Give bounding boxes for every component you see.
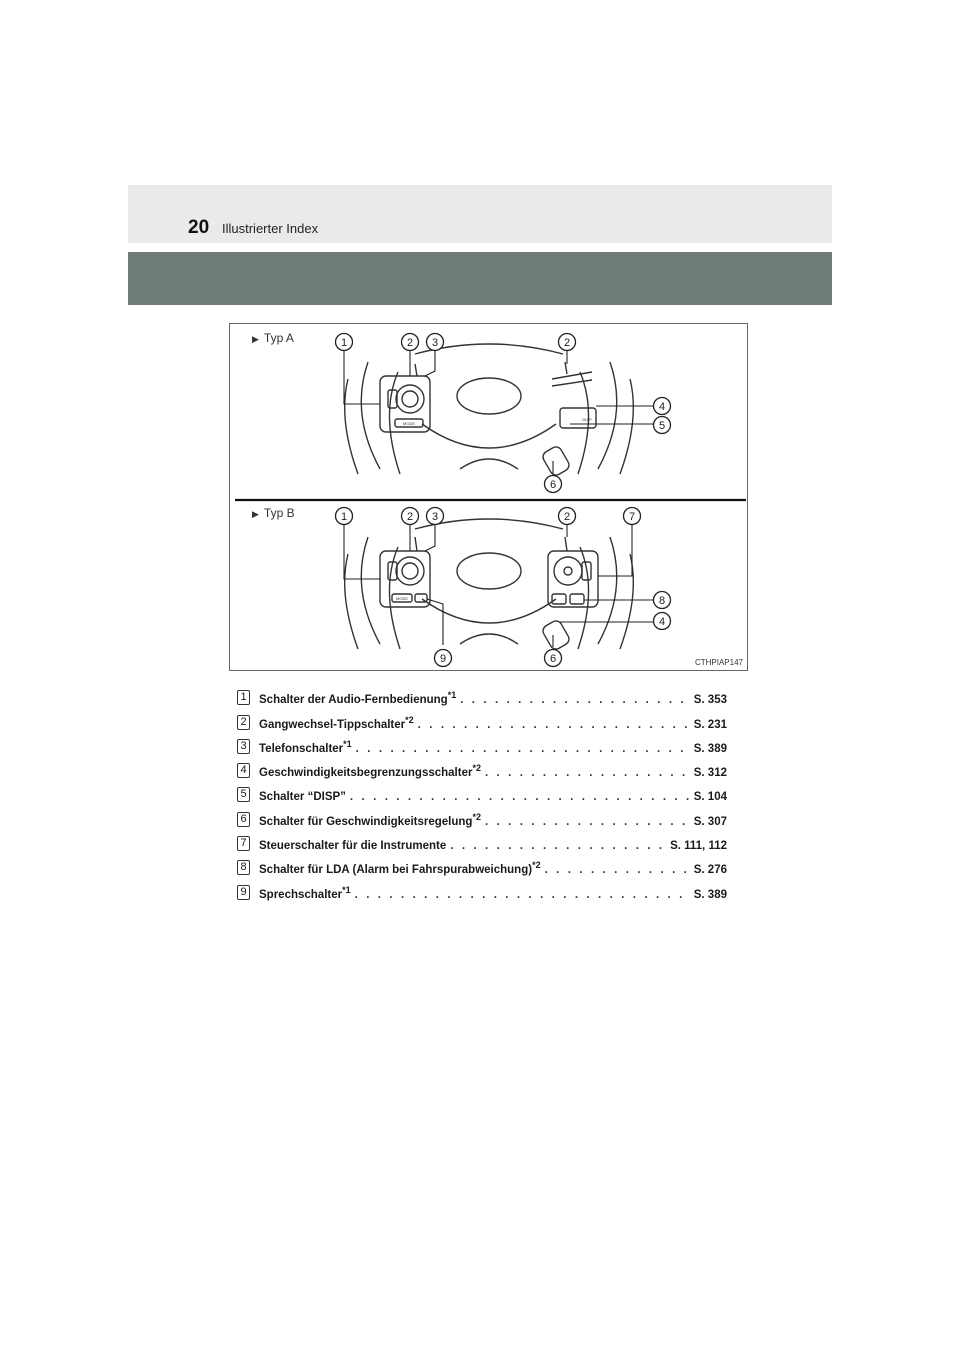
leader-dots (545, 864, 689, 876)
page-reference[interactable]: S. 307 (693, 815, 727, 828)
item-number: 8 (237, 860, 250, 875)
callout-b-7-text: 7 (628, 511, 636, 523)
item-label: Steuerschalter für die Instrumente (259, 840, 447, 853)
callout-a-2b-text: 2 (563, 337, 571, 349)
callout-a-3-text: 3 (431, 337, 439, 349)
page-reference[interactable]: S. 389 (693, 888, 727, 901)
triangle-bullet-icon: ▶ (252, 334, 259, 344)
leader-dots (485, 767, 689, 779)
item-number: 2 (237, 715, 250, 730)
item-label: Schalter “DISP” (259, 791, 346, 804)
page-reference[interactable]: S. 389 (693, 742, 727, 755)
section-title: Illustrierter Index (222, 221, 319, 236)
list-item[interactable] (237, 755, 727, 779)
list-item[interactable] (237, 706, 727, 730)
footnote-marker: *1 (343, 739, 352, 750)
variant-label-a: ▶ Typ A (252, 331, 294, 345)
item-number: 4 (237, 763, 250, 778)
item-label: Schalter der Audio-Fernbedienung (259, 694, 448, 707)
wheel-type-b (345, 519, 634, 651)
list-item[interactable] (237, 731, 727, 755)
leader-lines-a (344, 350, 653, 474)
callout-b-8-text: 8 (658, 595, 666, 607)
callout-a-2-text: 2 (406, 337, 414, 349)
page-reference[interactable]: S. 353 (693, 694, 727, 707)
index-list (237, 682, 727, 901)
item-number: 3 (237, 739, 250, 754)
footnote-marker: *1 (342, 884, 351, 895)
page-reference[interactable]: S. 104 (693, 791, 727, 804)
list-item[interactable] (237, 682, 727, 706)
callout-b-4-text: 4 (658, 616, 666, 628)
list-item[interactable] (237, 876, 727, 900)
footnote-marker: *1 (447, 690, 457, 701)
steering-wheel-illustration (230, 324, 749, 672)
item-label: Geschwindigkeitsbegrenzungsschalter (259, 767, 473, 780)
callout-b-2b-text: 2 (563, 511, 571, 523)
leader-dots (356, 743, 689, 755)
item-number: 5 (237, 787, 250, 802)
mode-button-label-a: MODE (403, 421, 415, 426)
figure-code: CTHPIAP147 (694, 658, 743, 667)
item-label: Gangwechsel-Tippschalter (259, 718, 406, 731)
section-band (128, 252, 832, 305)
leader-dots (355, 889, 689, 901)
list-item[interactable] (237, 828, 727, 852)
leader-dots (450, 840, 665, 852)
steering-wheel-figure (229, 323, 748, 671)
leader-dots (485, 816, 689, 828)
callout-b-2-text: 2 (406, 511, 414, 523)
page-reference[interactable]: S. 312 (693, 767, 727, 780)
item-label: Sprechschalter (259, 888, 343, 901)
list-item[interactable] (237, 852, 727, 876)
triangle-bullet-icon: ▶ (252, 509, 259, 519)
item-label: Schalter für Geschwindigkeitsregelung (259, 815, 473, 828)
leader-dots (350, 791, 689, 803)
variant-label-b: ▶ Typ B (252, 506, 295, 520)
callout-b-6-text: 6 (549, 653, 557, 665)
item-number: 6 (237, 812, 250, 827)
callout-a-4-text: 4 (658, 401, 666, 413)
item-number: 9 (237, 885, 250, 900)
leader-dots (418, 719, 689, 731)
callout-b-3-text: 3 (431, 511, 439, 523)
callout-a-6-text: 6 (549, 479, 557, 491)
page-reference[interactable]: S. 276 (693, 864, 727, 877)
leader-lines-b (344, 524, 653, 647)
callout-b-1-text: 1 (340, 511, 348, 523)
item-number: 1 (237, 690, 250, 705)
page-reference[interactable]: S. 111, 112 (670, 840, 727, 853)
item-number: 7 (237, 836, 250, 851)
mode-button-label-b: MODE (396, 596, 408, 601)
disp-button-label-a: DISP (582, 417, 592, 422)
item-label: Schalter für LDA (Alarm bei Fahrspurabweichung) (259, 864, 533, 877)
footnote-marker: *2 (532, 860, 541, 871)
list-item[interactable] (237, 803, 727, 827)
footnote-marker: *2 (472, 811, 481, 822)
leader-dots (460, 694, 689, 706)
item-label: Telefonschalter (259, 742, 344, 755)
wheel-type-a (345, 344, 634, 477)
footnote-marker: *2 (405, 714, 414, 725)
page-reference[interactable]: S. 231 (693, 718, 727, 731)
footnote-marker: *2 (472, 763, 481, 774)
callout-b-9-text: 9 (439, 653, 447, 665)
callout-a-5-text: 5 (658, 420, 666, 432)
callout-a-1-text: 1 (340, 337, 348, 349)
list-item[interactable] (237, 779, 727, 803)
page-number: 20 (188, 217, 210, 238)
